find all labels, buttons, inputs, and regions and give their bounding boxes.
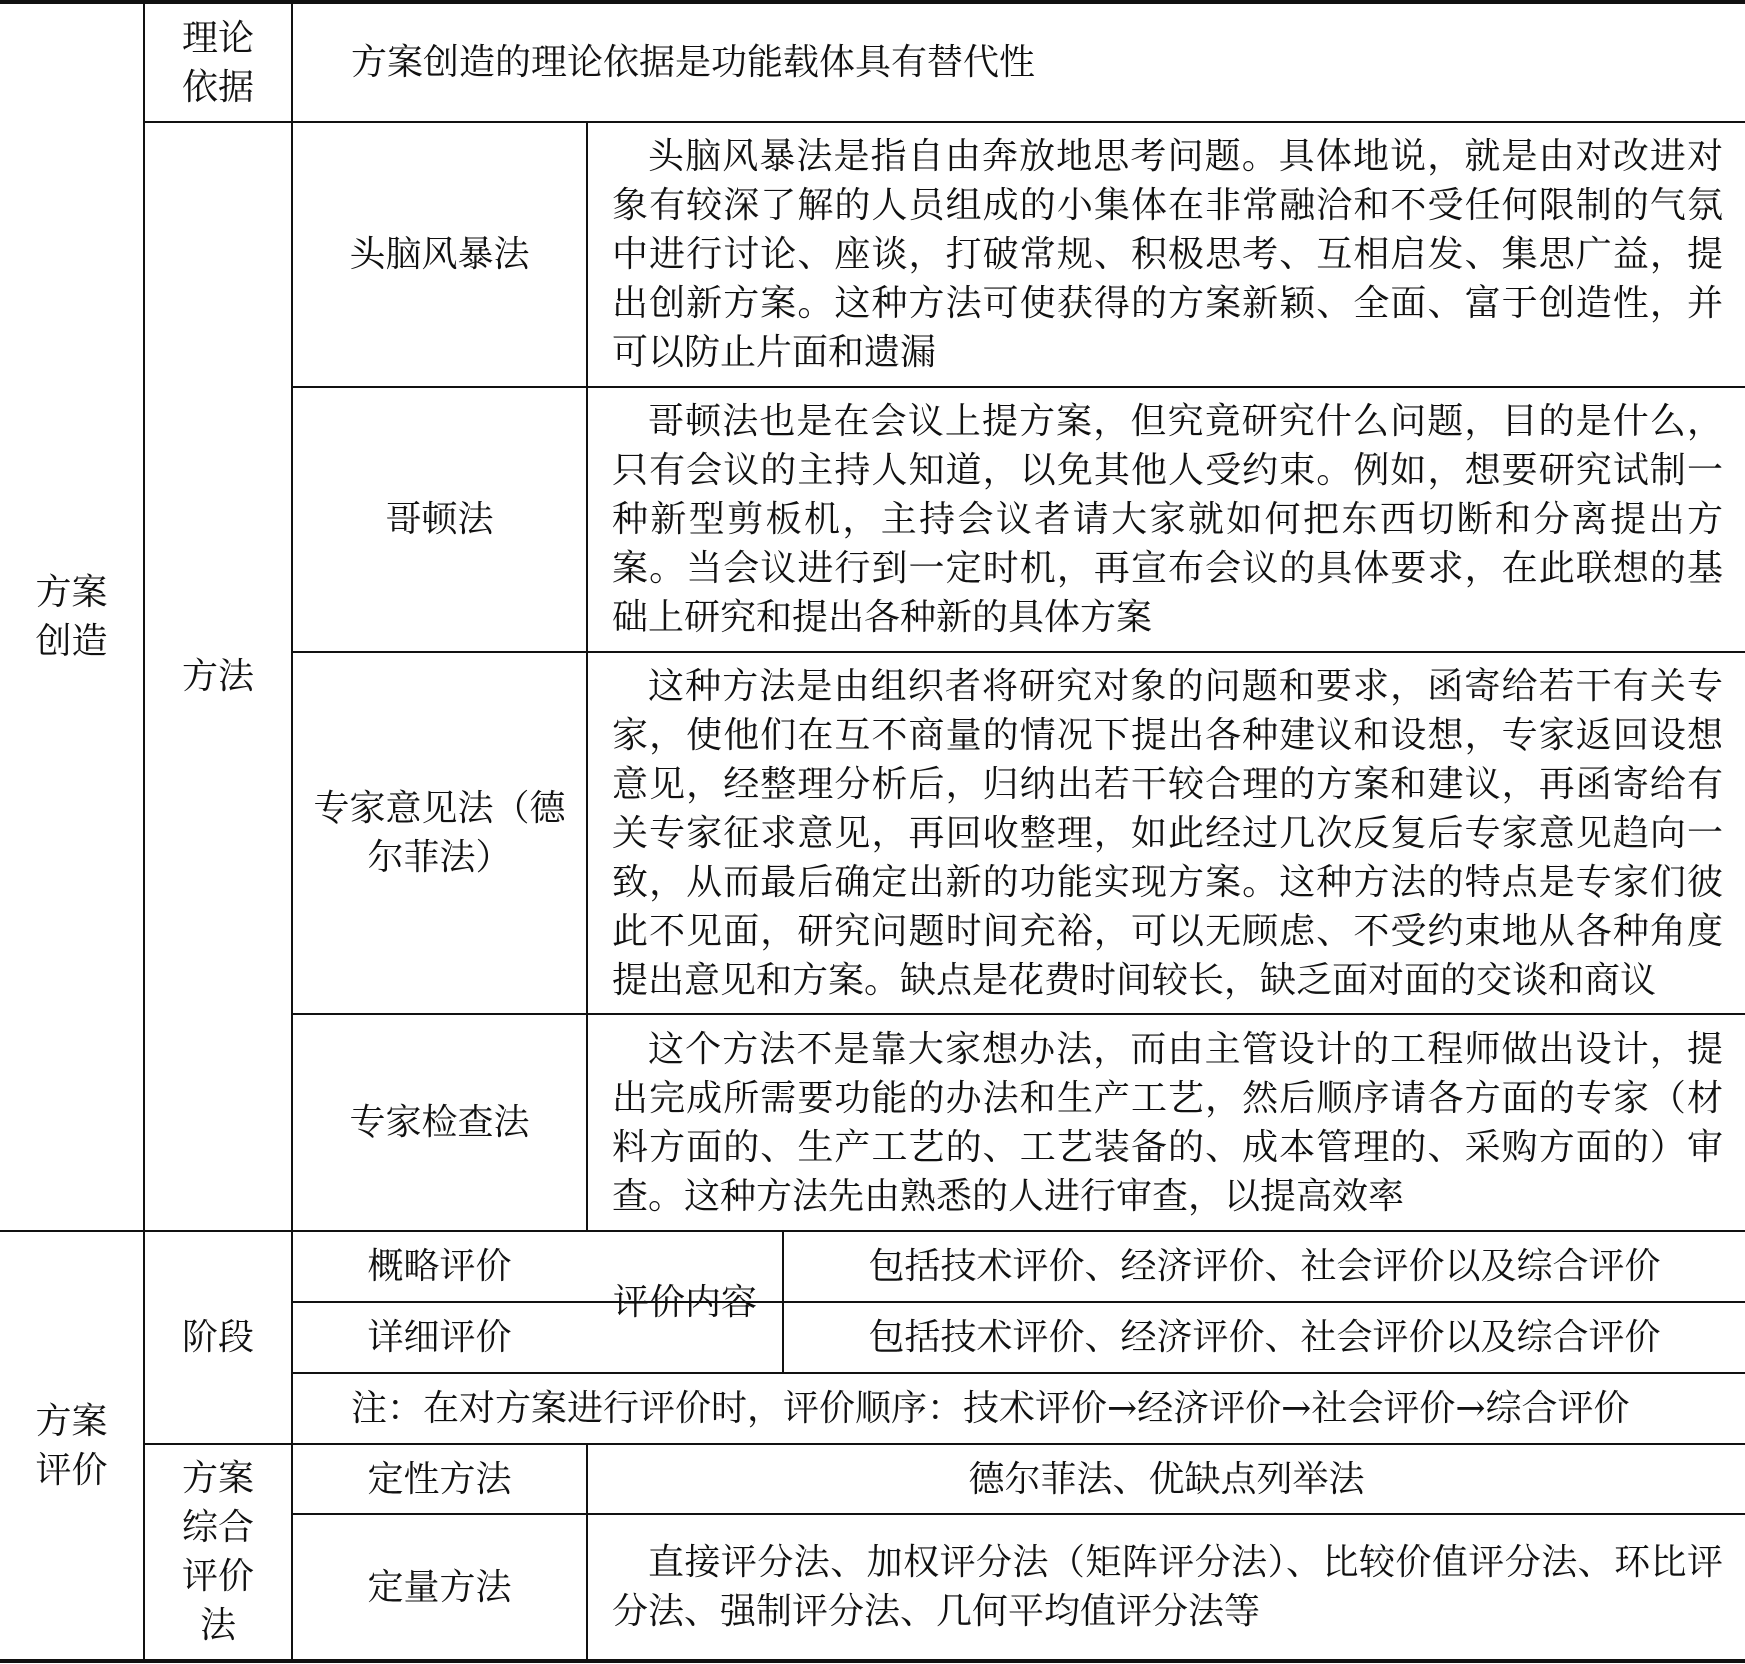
theory-label-cell: [145, 4, 291, 121]
comprehensive-text-qualitative: 德尔菲法、优缺点列举法: [968, 1458, 1365, 1500]
stage-label-cell: [145, 1232, 291, 1443]
theory-text-cell: [293, 4, 1745, 121]
method-desc-cell: [588, 123, 1745, 386]
section-evaluation-cell: [0, 1232, 143, 1659]
theory-label: 理论 依据: [181, 17, 254, 108]
theory-text: 方案创造的理论依据是功能载体具有替代性: [351, 42, 1036, 83]
stage-name-rough: 概略评价: [367, 1246, 512, 1287]
method-name-brainstorm: 头脑风暴法: [349, 234, 530, 275]
method-desc-cell: [588, 653, 1745, 1013]
method-name-delphi: 专家意见法（德尔菲法）: [313, 788, 566, 878]
stage-name-detailed: 详细评价: [367, 1317, 512, 1358]
comprehensive-row-name-cell: [293, 1445, 586, 1513]
comprehensive-label: 方案 综合 评价 法: [181, 1458, 254, 1646]
method-name-cell: [293, 653, 586, 1013]
stage-row-text-cell: [784, 1303, 1745, 1372]
comprehensive-name-quantitative: 定量方法: [367, 1566, 512, 1608]
method-name-cell: [293, 1015, 586, 1230]
methods-label-cell: [145, 123, 291, 1230]
method-desc-cell: [588, 388, 1745, 651]
comprehensive-row-text-cell: [588, 1445, 1745, 1513]
section-evaluation-label: 方案 评价: [35, 1400, 108, 1491]
method-desc-delphi: 这种方法是由组织者将研究对象的问题和要求，函寄给若干有关专家，使他们在互不商量的情况下提出各种建议和设想，专家返回设想意见，经整理分析后，归纳出若干较合理的方案和建议，再函寄给有关专家征求意见，再回收整理，如此经过几次反复后专家意见趋向一致，从而最后确定出新的功能实现方案。这种方法的特点是专家们彼此不见面，研究问题时间充裕，可以无顾虑、不受约束地从各种角度提出意见和方案。缺点是花费时间较长，缺乏面对面的交谈和商议: [612, 665, 1723, 1001]
stage-text-detailed: 包括技术评价、经济评价、社会评价以及综合评价: [868, 1317, 1661, 1358]
evaluation-content-label: 评价内容: [612, 1281, 757, 1323]
method-name-expert-check: 专家检查法: [349, 1102, 530, 1143]
stage-text-rough: 包括技术评价、经济评价、社会评价以及综合评价: [868, 1246, 1661, 1287]
comprehensive-name-qualitative: 定性方法: [367, 1458, 512, 1500]
method-desc-gordon: 哥顿法也是在会议上提方案，但究竟研究什么问题，目的是什么，只有会议的主持人知道，以免其他人受约束。例如，想要研究试制一种新型剪板机，主持会议者请大家就如何把东西切断和分离提出方案。当会议进行到一定时机，再宣布会议的具体要求，在此联想的基础上研究和提出各种新的具体方案: [612, 401, 1723, 638]
method-name-gordon: 哥顿法: [385, 499, 494, 540]
stage-note-cell: [293, 1374, 1745, 1443]
comprehensive-row-text-cell: [588, 1515, 1745, 1659]
table-bottom-border: [0, 1659, 1745, 1663]
section-creation-cell: [0, 4, 143, 1230]
method-desc-brainstorm: 头脑风暴法是指自由奔放地思考问题。具体地说，就是由对改进对象有较深了解的人员组成的小集体在非常融洽和不受任何限制的气氛中进行讨论、座谈，打破常规、积极思考、互相启发、集思广益，提出创新方案。这种方法可使获得的方案新颖、全面、富于创造性，并可以防止片面和遗漏: [612, 136, 1723, 373]
comprehensive-text-quantitative: 直接评分法、加权评分法（矩阵评分法）、比较价值评分法、环比评分法、强制评分法、几何平均值评分法等: [612, 1542, 1723, 1632]
method-name-cell: [293, 388, 586, 651]
method-name-cell: [293, 123, 586, 386]
comprehensive-row-name-cell: [293, 1515, 586, 1659]
stage-row-name-cell: [293, 1232, 586, 1301]
comprehensive-label-cell: [145, 1445, 291, 1659]
methods-label: 方法: [181, 656, 254, 697]
evaluation-content-label-cell: [588, 1232, 782, 1372]
stage-row-text-cell: [784, 1232, 1745, 1301]
stage-row-name-cell: [293, 1303, 586, 1372]
method-desc-cell: [588, 1015, 1745, 1230]
stage-note: 注：在对方案进行评价时，评价顺序：技术评价→经济评价→社会评价→综合评价: [351, 1388, 1630, 1429]
section-creation-label: 方案 创造: [35, 572, 108, 662]
stage-label: 阶段: [181, 1317, 254, 1358]
method-desc-expert-check: 这个方法不是靠大家想办法，而由主管设计的工程师做出设计，提出完成所需要功能的办法和生产工艺，然后顺序请各方面的专家（材料方面的、生产工艺的、工艺装备的、成本管理的、采购方面的）审查。这种方法先由熟悉的人进行审查，以提高效率: [612, 1028, 1723, 1217]
